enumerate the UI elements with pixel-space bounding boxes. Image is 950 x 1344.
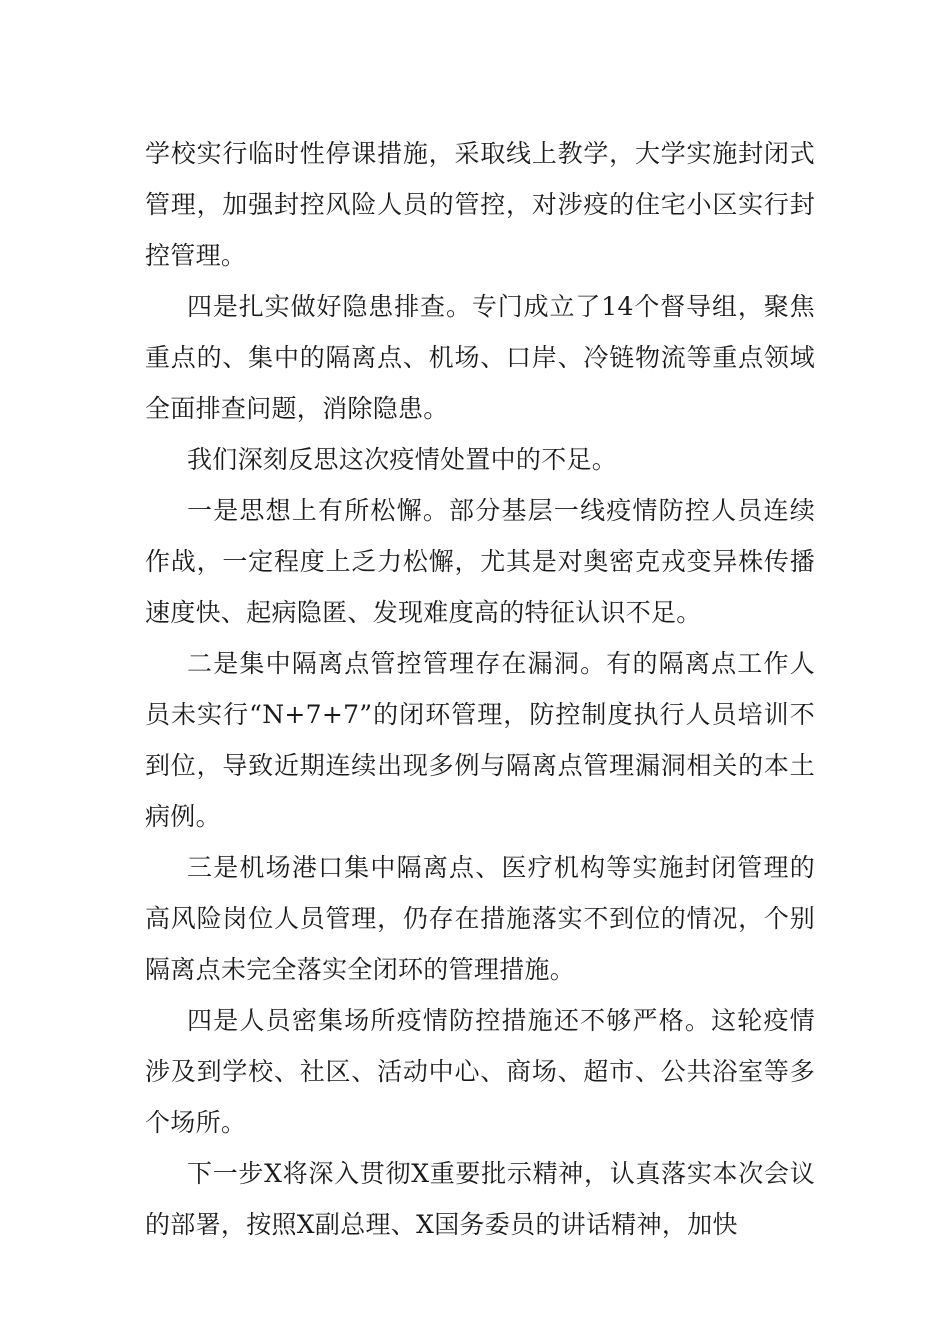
paragraph-2: 四是扎实做好隐患排查。专门成立了14个督导组，聚焦重点的、集中的隔离点、机场、口岸、冷链物流等重点领域全面排查问题，消除隐患。 bbox=[145, 292, 815, 423]
paragraph-6: 三是机场港口集中隔离点、医疗机构等实施封闭管理的高风险岗位人员管理，仍存在措施落实不到位的情况，个别隔离点未完全落实全闭环的管理措施。 bbox=[145, 853, 815, 984]
paragraph-1: 学校实行临时性停课措施，采取线上教学，大学实施封闭式管理，加强封控风险人员的管控，对涉疫的住宅小区实行封控管理。 bbox=[145, 139, 815, 270]
paragraph-8: 下一步X将深入贯彻X重要批示精神，认真落实本次会议的部署，按照X副总理、X国务委员的讲话精神，加快 bbox=[145, 1159, 815, 1239]
paragraph-5: 二是集中隔离点管控管理存在漏洞。有的隔离点工作人员未实行“N+7+7”的闭环管理，防控制度执行人员培训不到位，导致近期连续出现多例与隔离点管理漏洞相关的本土病例。 bbox=[145, 649, 815, 831]
document-body bbox=[145, 128, 815, 1250]
paragraph-4: 一是思想上有所松懈。部分基层一线疫情防控人员连续作战，一定程度上乏力松懈，尤其是对奥密克戎变异株传播速度快、起病隐匿、发现难度高的特征认识不足。 bbox=[145, 496, 815, 627]
paragraph-7: 四是人员密集场所疫情防控措施还不够严格。这轮疫情涉及到学校、社区、活动中心、商场、超市、公共浴室等多个场所。 bbox=[145, 1006, 815, 1137]
paragraph-3: 我们深刻反思这次疫情处置中的不足。 bbox=[187, 445, 618, 474]
